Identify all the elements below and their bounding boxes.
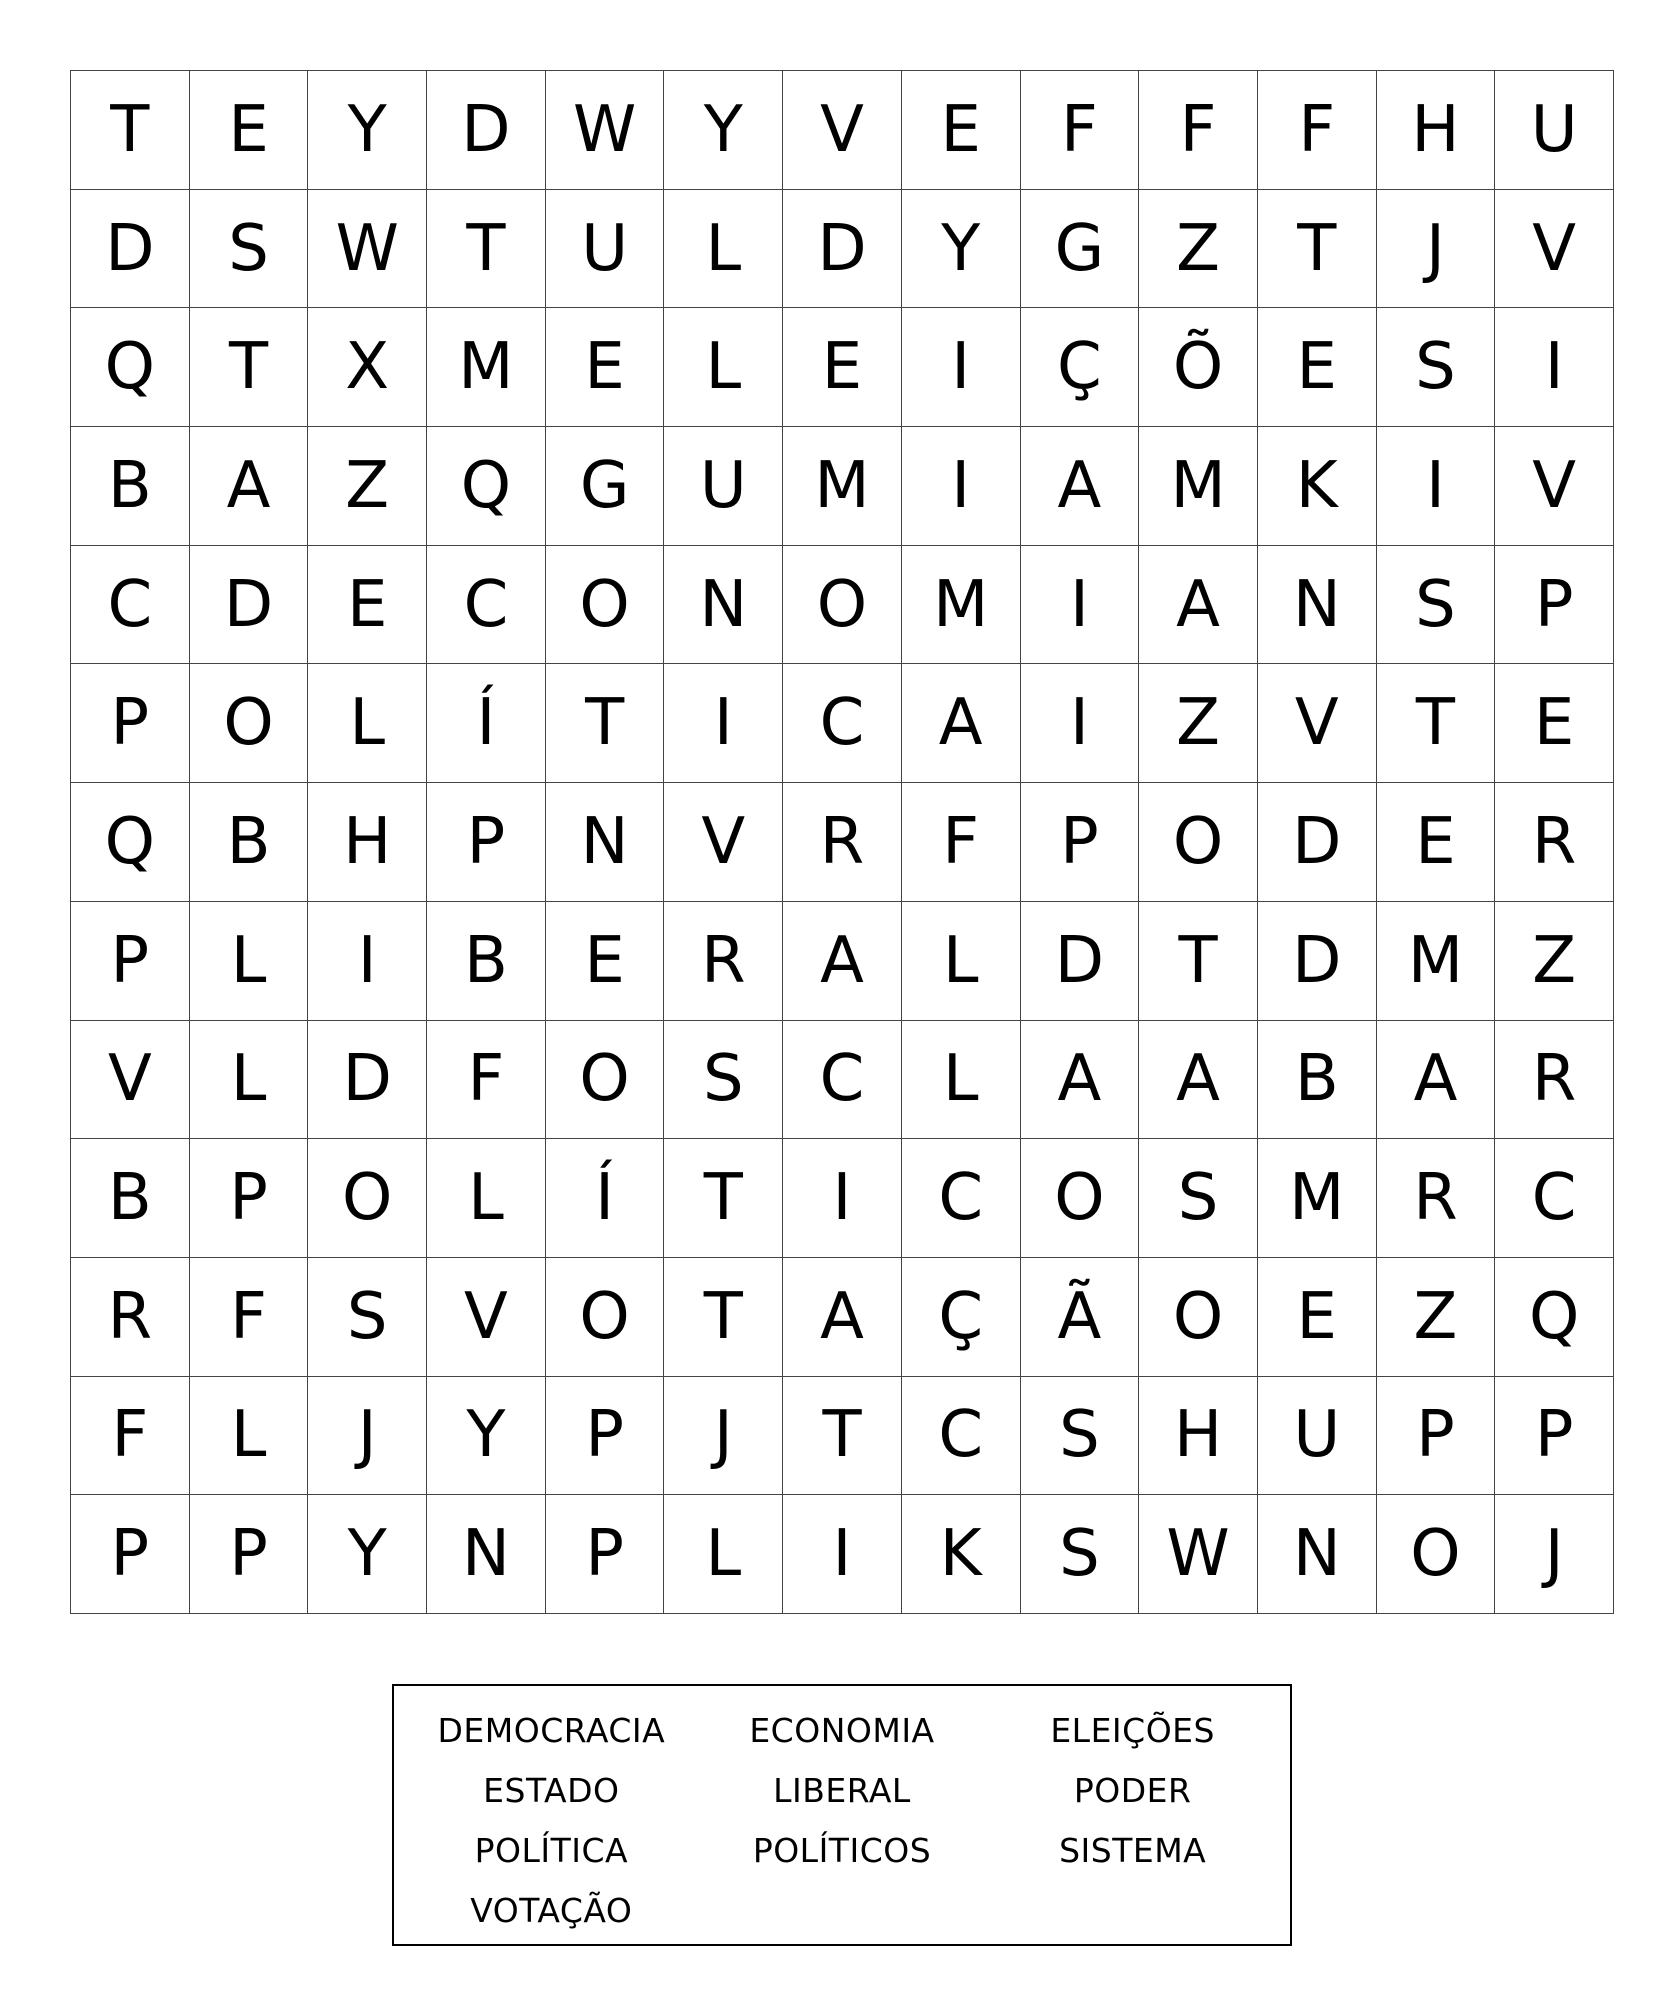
grid-cell[interactable]: Y [902,190,1021,309]
grid-cell[interactable]: L [190,1377,309,1496]
grid-cell[interactable]: V [71,1021,190,1140]
grid-cell[interactable]: E [546,902,665,1021]
grid-cell[interactable]: P [190,1139,309,1258]
grid-cell[interactable]: B [71,427,190,546]
grid-cell[interactable]: W [1139,1495,1258,1614]
grid-cell[interactable]: J [308,1377,427,1496]
grid-cell[interactable]: J [1495,1495,1614,1614]
letter-grid [70,70,1614,1614]
grid-cell[interactable]: E [1258,1258,1377,1377]
grid-cell[interactable]: I [1377,427,1496,546]
grid-cell[interactable]: P [546,1377,665,1496]
grid-cell[interactable]: M [1377,902,1496,1021]
word-bank [392,1684,1292,1946]
grid-cell[interactable]: C [427,546,546,665]
grid-cell[interactable]: V [664,783,783,902]
grid-cell[interactable]: N [1258,546,1377,665]
grid-cell[interactable]: L [664,308,783,427]
grid-cell[interactable]: T [1377,664,1496,783]
grid-cell[interactable]: L [664,1495,783,1614]
word-list [394,1700,1290,1940]
grid-cell[interactable]: L [902,1021,1021,1140]
grid-cell[interactable]: I [308,902,427,1021]
grid-cell[interactable]: L [308,664,427,783]
grid-cell[interactable]: M [1139,427,1258,546]
grid-cell[interactable]: R [783,783,902,902]
grid-cell[interactable]: H [1139,1377,1258,1496]
grid-cell[interactable]: C [71,546,190,665]
grid-cell[interactable]: M [902,546,1021,665]
grid-cell[interactable]: I [1021,546,1140,665]
grid-cell[interactable]: I [1495,308,1614,427]
grid-cell[interactable]: Õ [1139,308,1258,427]
grid-cell[interactable]: D [190,546,309,665]
grid-cell[interactable]: C [902,1139,1021,1258]
grid-cell[interactable]: E [190,71,309,190]
grid-cell[interactable]: S [190,190,309,309]
grid-cell[interactable]: S [1377,546,1496,665]
grid-cell[interactable]: O [308,1139,427,1258]
grid-cell[interactable]: N [427,1495,546,1614]
grid-cell[interactable]: Y [308,1495,427,1614]
grid-cell[interactable]: V [1495,190,1614,309]
grid-cell[interactable]: P [1021,783,1140,902]
grid-cell[interactable]: T [783,1377,902,1496]
grid-cell[interactable]: F [902,783,1021,902]
grid-cell[interactable]: Y [308,71,427,190]
grid-cell[interactable]: K [902,1495,1021,1614]
grid-cell[interactable]: R [664,902,783,1021]
grid-cell[interactable]: R [1495,1021,1614,1140]
grid-cell[interactable]: T [1139,902,1258,1021]
grid-cell[interactable]: S [1139,1139,1258,1258]
word-bank-item: DEMOCRACIA [437,1710,666,1750]
grid-cell[interactable]: Z [1495,902,1614,1021]
grid-cell[interactable]: P [71,664,190,783]
grid-cell[interactable]: T [664,1258,783,1377]
grid-cell[interactable]: Ç [902,1258,1021,1377]
grid-cell[interactable]: U [1495,71,1614,190]
grid-cell[interactable]: E [783,308,902,427]
grid-cell[interactable]: M [1258,1139,1377,1258]
grid-cell[interactable]: V [1495,427,1614,546]
grid-cell[interactable]: E [1495,664,1614,783]
grid-cell[interactable]: L [427,1139,546,1258]
grid-cell[interactable]: W [546,71,665,190]
grid-cell[interactable]: T [546,664,665,783]
grid-cell[interactable]: B [1258,1021,1377,1140]
word-bank-item: ELEIÇÕES [1050,1710,1215,1750]
word-bank-item: POLÍTICOS [752,1830,932,1870]
grid-cell[interactable]: P [427,783,546,902]
grid-cell[interactable]: A [1139,1021,1258,1140]
grid-cell[interactable]: O [1139,1258,1258,1377]
grid-cell[interactable]: J [664,1377,783,1496]
grid-cell[interactable]: S [664,1021,783,1140]
grid-cell[interactable]: R [71,1258,190,1377]
grid-cell[interactable]: I [783,1495,902,1614]
grid-cell[interactable]: O [546,1021,665,1140]
grid-cell[interactable]: F [1021,71,1140,190]
grid-cell[interactable]: I [1021,664,1140,783]
grid-cell[interactable]: A [902,664,1021,783]
grid-cell[interactable]: O [546,1258,665,1377]
grid-cell[interactable]: O [783,546,902,665]
grid-cell[interactable]: O [190,664,309,783]
grid-cell[interactable]: P [71,1495,190,1614]
grid-cell[interactable]: G [546,427,665,546]
grid-cell[interactable]: I [664,664,783,783]
grid-cell[interactable]: F [71,1377,190,1496]
grid-cell[interactable]: S [1021,1377,1140,1496]
grid-cell[interactable]: B [427,902,546,1021]
grid-cell[interactable]: E [1258,308,1377,427]
grid-cell[interactable]: O [1139,783,1258,902]
grid-cell[interactable]: G [1021,190,1140,309]
grid-cell[interactable]: D [1258,783,1377,902]
grid-cell[interactable]: I [902,308,1021,427]
grid-cell[interactable]: C [902,1377,1021,1496]
grid-cell[interactable]: A [190,427,309,546]
grid-cell[interactable]: T [664,1139,783,1258]
grid-cell[interactable]: Z [1139,190,1258,309]
grid-cell[interactable]: Í [427,664,546,783]
grid-cell[interactable]: I [783,1139,902,1258]
grid-cell[interactable]: W [308,190,427,309]
grid-cell[interactable]: A [1139,546,1258,665]
grid-cell[interactable]: C [1495,1139,1614,1258]
grid-cell[interactable]: Q [71,308,190,427]
grid-cell[interactable]: P [1377,1377,1496,1496]
grid-cell[interactable]: A [783,1258,902,1377]
grid-cell[interactable]: Z [308,427,427,546]
grid-cell[interactable]: C [783,1021,902,1140]
grid-cell[interactable]: Ã [1021,1258,1140,1377]
grid-cell[interactable]: P [546,1495,665,1614]
grid-cell[interactable]: F [427,1021,546,1140]
grid-cell[interactable]: R [1377,1139,1496,1258]
grid-cell[interactable]: U [546,190,665,309]
word-bank-item: ECONOMIA [749,1710,935,1750]
grid-cell[interactable]: Q [1495,1258,1614,1377]
grid-cell[interactable]: N [664,546,783,665]
grid-cell[interactable]: E [1377,783,1496,902]
grid-cell[interactable]: Y [664,71,783,190]
grid-cell[interactable]: L [190,902,309,1021]
grid-cell[interactable]: Z [1377,1258,1496,1377]
grid-cell[interactable]: T [427,190,546,309]
grid-cell[interactable]: T [71,71,190,190]
grid-cell[interactable]: Q [427,427,546,546]
grid-cell[interactable]: D [308,1021,427,1140]
grid-cell[interactable]: N [1258,1495,1377,1614]
grid-cell[interactable]: N [546,783,665,902]
grid-cell[interactable]: Y [427,1377,546,1496]
grid-cell[interactable]: D [1258,902,1377,1021]
grid-cell[interactable]: O [546,546,665,665]
grid-cell[interactable]: D [783,190,902,309]
word-bank-item: SISTEMA [1059,1830,1207,1870]
grid-cell[interactable]: S [1021,1495,1140,1614]
grid-cell[interactable]: F [1258,71,1377,190]
grid-cell[interactable]: F [190,1258,309,1377]
grid-cell[interactable]: D [71,190,190,309]
grid-cell[interactable]: O [1377,1495,1496,1614]
grid-cell[interactable]: E [308,546,427,665]
grid-cell[interactable]: P [1495,1377,1614,1496]
grid-cell[interactable]: D [1021,902,1140,1021]
grid-cell[interactable]: P [71,902,190,1021]
grid-cell[interactable]: M [427,308,546,427]
grid-cell[interactable]: S [308,1258,427,1377]
grid-cell[interactable]: M [783,427,902,546]
grid-cell[interactable]: A [1021,427,1140,546]
grid-cell[interactable]: X [308,308,427,427]
grid-cell[interactable]: U [1258,1377,1377,1496]
grid-cell[interactable]: H [308,783,427,902]
grid-cell[interactable]: R [1495,783,1614,902]
grid-cell[interactable]: H [1377,71,1496,190]
grid-cell[interactable]: L [902,902,1021,1021]
grid-cell[interactable]: O [1021,1139,1140,1258]
grid-cell[interactable]: D [427,71,546,190]
grid-cell[interactable]: Ç [1021,308,1140,427]
grid-cell[interactable]: J [1377,190,1496,309]
grid-cell[interactable]: C [783,664,902,783]
grid-cell[interactable]: U [664,427,783,546]
grid-cell[interactable]: E [902,71,1021,190]
grid-cell[interactable]: K [1258,427,1377,546]
grid-cell[interactable]: T [1258,190,1377,309]
grid-cell[interactable]: A [783,902,902,1021]
grid-cell[interactable]: P [190,1495,309,1614]
grid-cell[interactable]: B [71,1139,190,1258]
grid-cell[interactable]: V [427,1258,546,1377]
grid-cell[interactable]: E [546,308,665,427]
word-bank-item: VOTAÇÃO [470,1890,633,1930]
word-bank-item: POLÍTICA [474,1830,629,1870]
grid-cell[interactable]: V [1258,664,1377,783]
grid-cell[interactable]: P [1495,546,1614,665]
word-bank-item: ESTADO [483,1770,620,1810]
grid-cell[interactable]: V [783,71,902,190]
grid-cell[interactable]: L [190,1021,309,1140]
grid-cell[interactable]: Í [546,1139,665,1258]
grid-cell[interactable]: A [1377,1021,1496,1140]
word-bank-item: PODER [1073,1770,1192,1810]
grid-cell[interactable]: S [1377,308,1496,427]
grid-cell[interactable]: F [1139,71,1258,190]
word-bank-item: LIBERAL [773,1770,911,1810]
grid-cell[interactable]: Z [1139,664,1258,783]
grid-cell[interactable]: I [902,427,1021,546]
grid-cell[interactable]: A [1021,1021,1140,1140]
grid-cell[interactable]: T [190,308,309,427]
grid-cell[interactable]: Q [71,783,190,902]
grid-cell[interactable]: B [190,783,309,902]
grid-cell[interactable]: L [664,190,783,309]
